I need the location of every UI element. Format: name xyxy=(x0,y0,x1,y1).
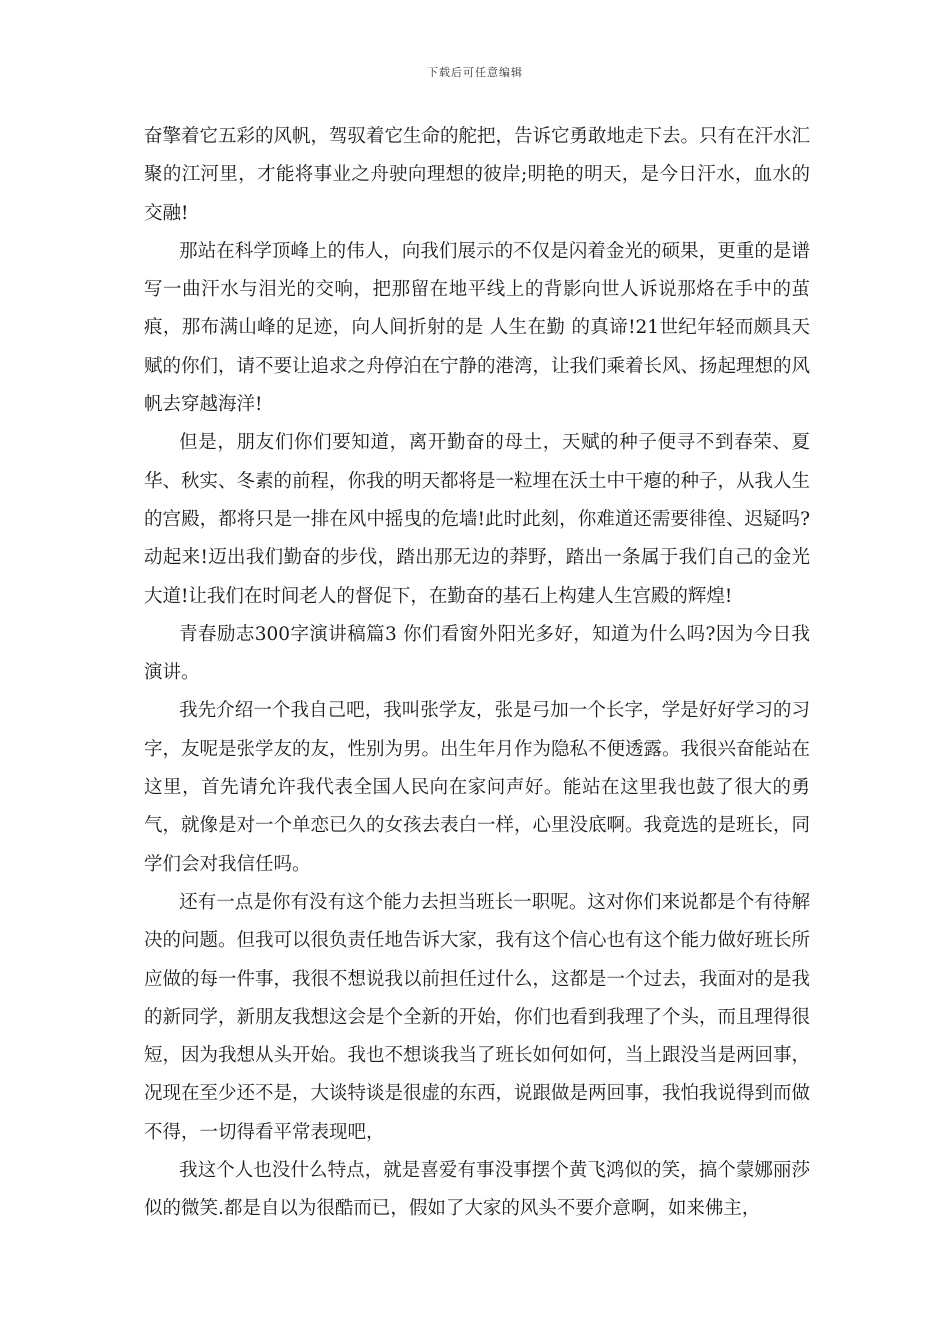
paragraph: 我先介绍一个我自己吧，我叫张学友，张是弓加一个长字，学是好好学习的习字，友呢是张学友的友，性别为男。出生年月作为隐私不便透露。我很兴奋能站在这里，首先请允许我代表全国人民向在家问声好。能站在这里我也鼓了很大的勇气，就像是对一个单恋已久的女孩去表白一样，心里没底啊。我竟选的是班长，同学们会对我信任吗。 xyxy=(144,700,811,875)
paragraph: 但是，朋友们你们要知道，离开勤奋的母土，天赋的种子便寻不到春荣、夏华、秋实、冬素的前程，你我的明天都将是一粒埋在沃土中干瘪的种子，从我人生的宫殿，都将只是一排在风中摇曳的危墙!此时此刻，你难道还需要徘徨、迟疑吗?动起来!迈出我们勤奋的步伐，踏出那无边的莽野，踏出一条属于我们自己的金光大道!让我们在时间老人的督促下，在勤奋的基石上构建人生宫殿的辉煌! xyxy=(144,432,811,607)
document-body xyxy=(144,118,810,1229)
paragraph: 那站在科学顶峰上的伟人，向我们展示的不仅是闪着金光的硕果，更重的是谱写一曲汗水与泪光的交响，把那留在地平线上的背影向世人诉说那烙在手中的茧痕，那布满山峰的足迹，向人间折射的是 人生在勤 的真谛!21世纪年轻而颇具天赋的你们，请不要让追求之舟停泊在宁静的港湾，让我们乘着长风、扬起理想的风帆去穿越海洋! xyxy=(144,240,811,416)
paragraph: 我这个人也没什么特点，就是喜爱有事没事摆个黄飞鸿似的笑，搞个蒙娜丽莎似的微笑.都是自以为很酷而已，假如了大家的风头不要介意啊，如来佛主， xyxy=(144,1160,810,1220)
paragraph: 还有一点是你有没有这个能力去担当班长一职呢。这对你们来说都是个有待解决的问题。但我可以很负责任地告诉大家，我有这个信心也有这个能力做好班长所应做的每一件事，我很不想说我以前担任过什么，这都是一个过去，我面对的是我的新同学，新朋友我想这会是个全新的开始，你们也看到我理了个头，而且理得很短，因为我想从头开始。我也不想谈我当了班长如何如何，当上跟没当是两回事，况现在至少还不是，大谈特谈是很虚的东西，说跟做是两回事，我怕我说得到而做不得，一切得看平常表现吧， xyxy=(144,891,811,1143)
paragraph-section-heading: 青春励志300字演讲稿篇3 你们看窗外阳光多好，知道为什么吗?因为今日我演讲。 xyxy=(144,623,810,684)
page-header: 下载后可任意编辑 xyxy=(427,66,523,79)
paragraph-continuation: 奋擎着它五彩的风帆，驾驭着它生命的舵把，告诉它勇敢地走下去。只有在汗水汇聚的江河里，才能将事业之舟驶向理想的彼岸;明艳的明天，是今日汗水，血水的交融! xyxy=(144,126,811,224)
